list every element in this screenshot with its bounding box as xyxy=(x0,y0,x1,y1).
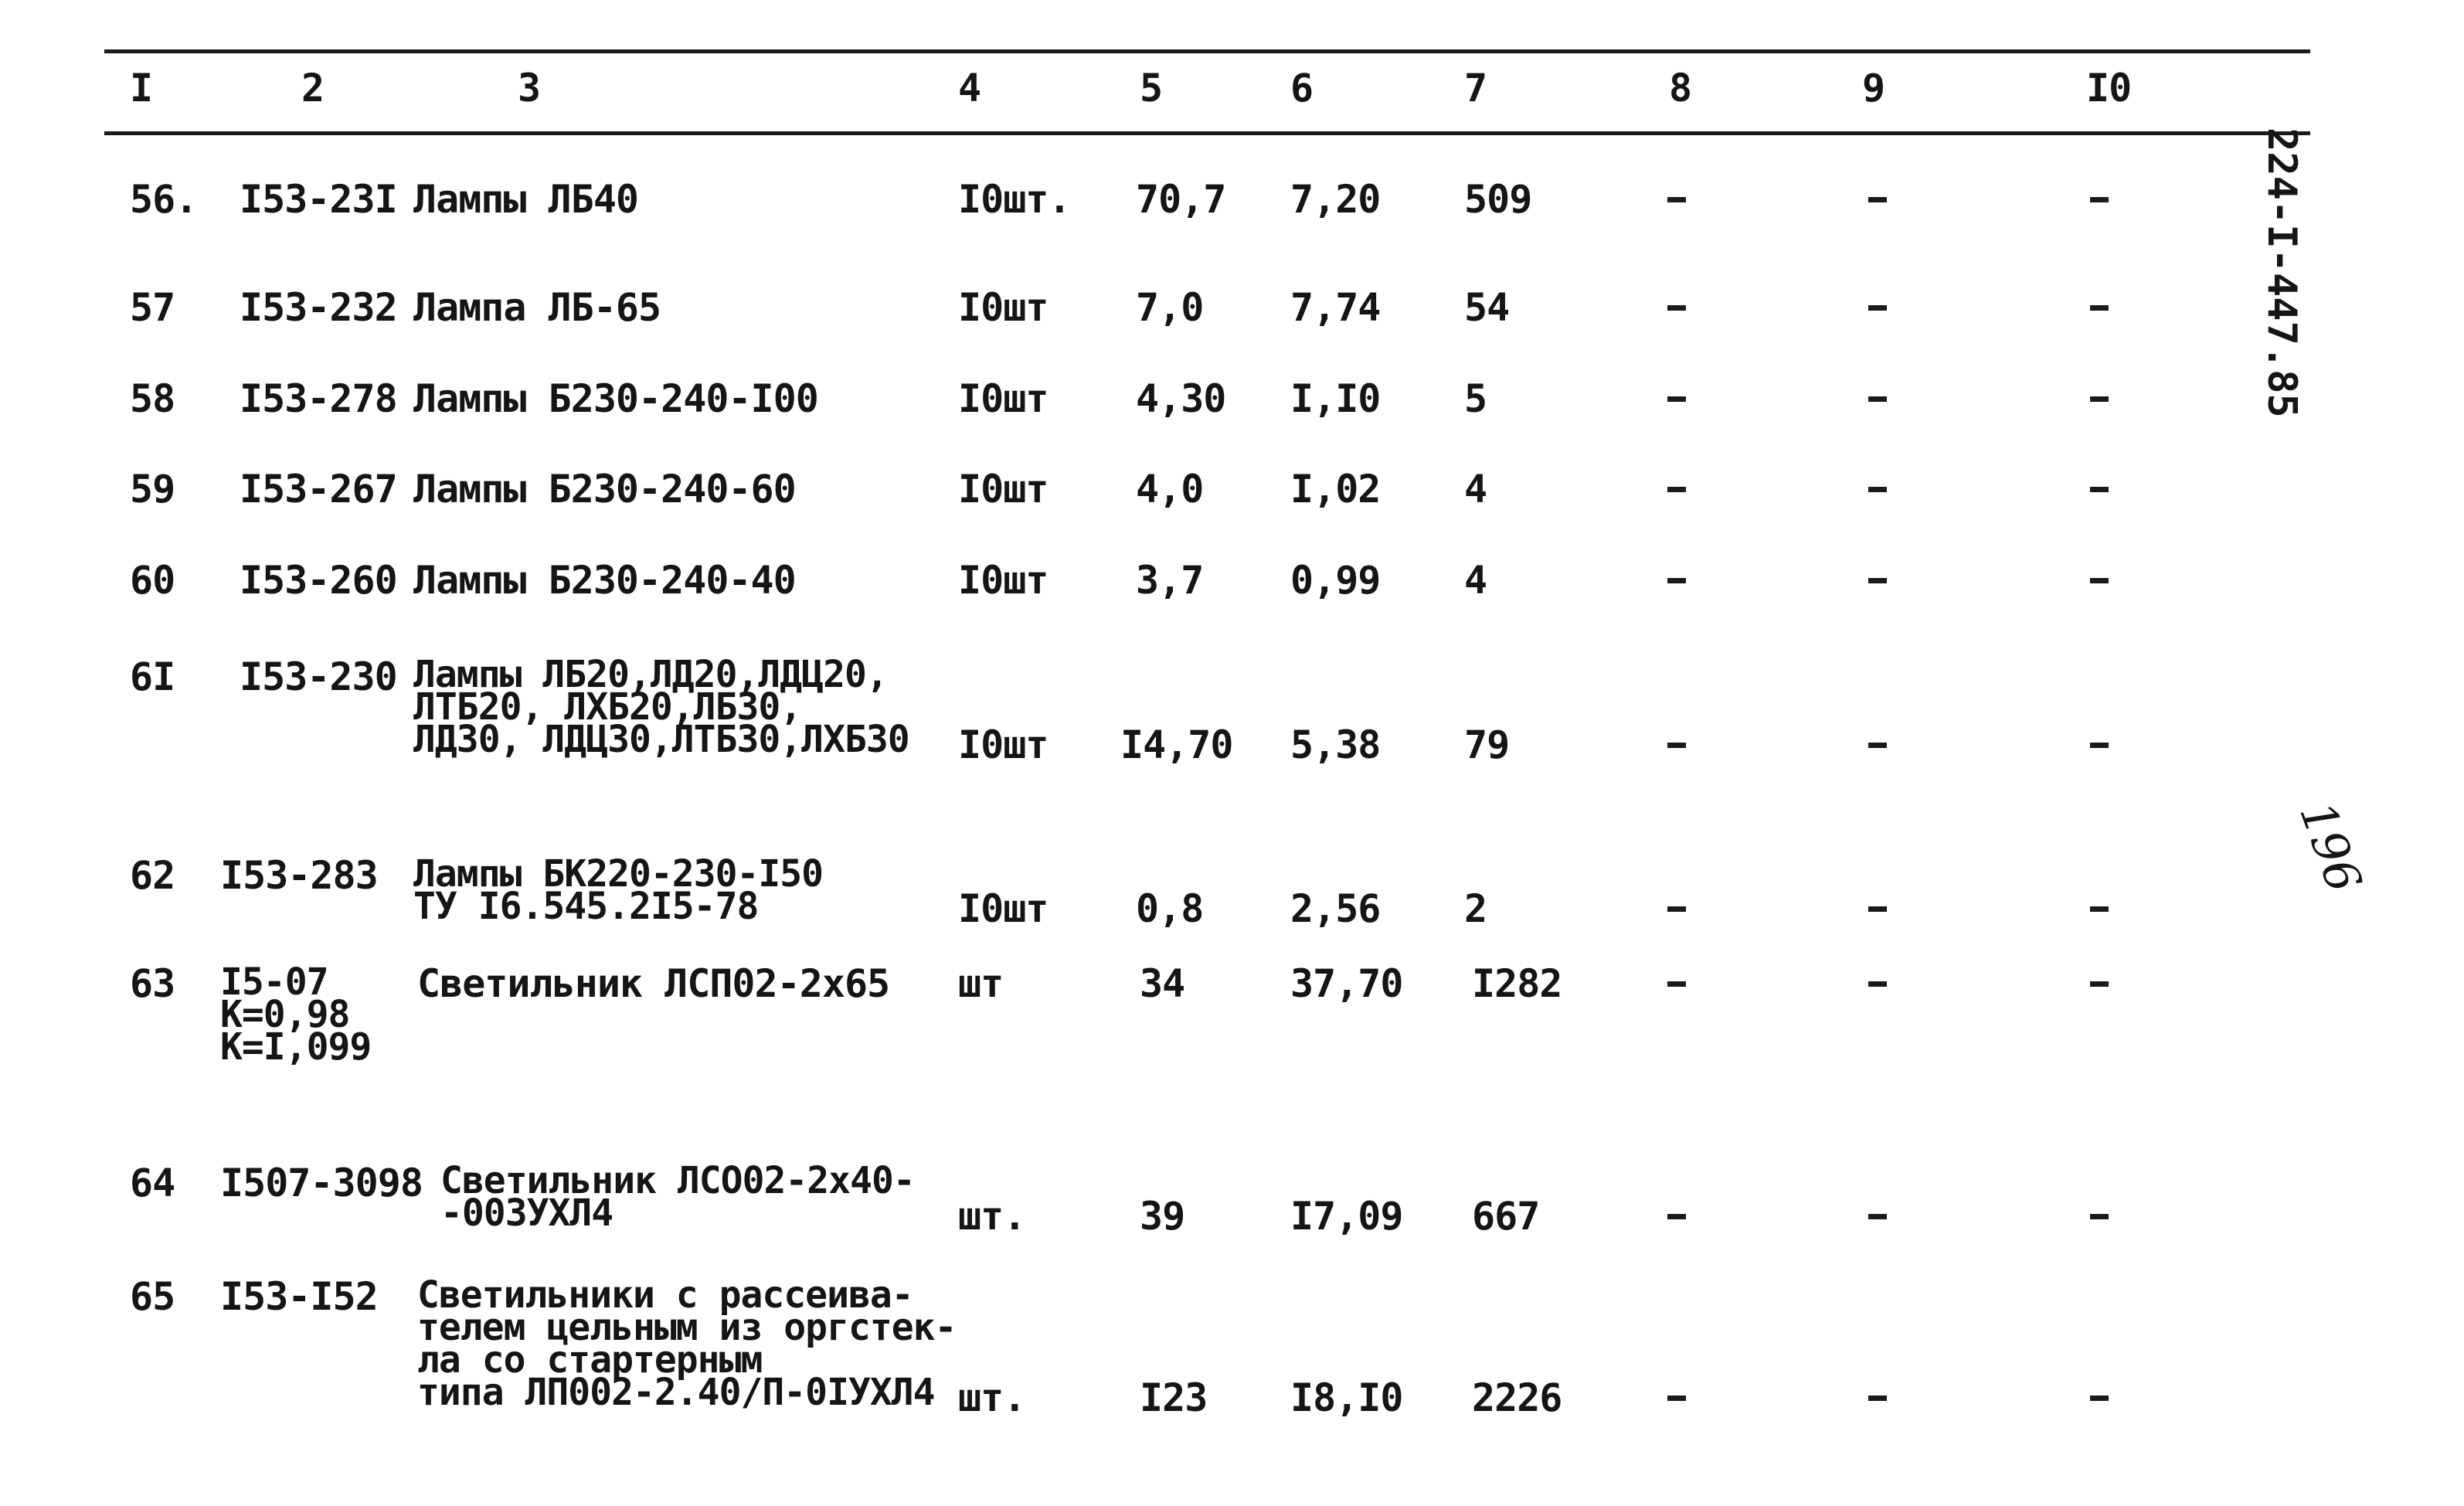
row-col9-dash xyxy=(1868,743,1887,748)
header-bottom-rule xyxy=(104,131,2310,135)
row-col10-dash xyxy=(2090,981,2109,987)
row-col8-dash xyxy=(1667,1214,1686,1219)
row-name: Светильник ЛСП02-2х65 xyxy=(417,961,890,1006)
row-col9-dash xyxy=(1868,906,1887,912)
row-total: 509 xyxy=(1464,177,1532,222)
row-num: 6I xyxy=(130,654,175,699)
col-header-8: 8 xyxy=(1669,66,1692,110)
row-unit: I0шт. xyxy=(958,177,1071,222)
row-unit: I0шт xyxy=(958,558,1048,603)
row-name: Лампы ЛБ40 xyxy=(413,177,639,222)
row-qty: 70,7 xyxy=(1136,177,1226,222)
row-col9-dash xyxy=(1868,396,1887,402)
row-qty: 7,0 xyxy=(1136,285,1204,330)
row-name-line: типа ЛП002-2.40/П-0IУХЛ4 xyxy=(417,1371,935,1414)
row-col9-dash xyxy=(1868,578,1887,583)
col-header-7: 7 xyxy=(1464,66,1487,110)
row-unit: шт xyxy=(958,961,1004,1006)
col-header-6: 6 xyxy=(1290,66,1314,110)
row-name-line: Светильник ЛСО02-2х40- xyxy=(440,1159,915,1202)
row-qty: I4,70 xyxy=(1120,722,1233,767)
row-col8-dash xyxy=(1667,906,1686,912)
row-name-line: ТУ I6.545.2I5-78 xyxy=(413,885,759,928)
header-top-rule xyxy=(104,49,2310,53)
row-price: 7,74 xyxy=(1290,285,1381,330)
row-col8-dash xyxy=(1667,1396,1686,1401)
row-code: I53-I52 xyxy=(220,1274,378,1319)
row-unit: I0шт xyxy=(958,467,1048,512)
row-total: 79 xyxy=(1464,722,1510,767)
row-qty: I23 xyxy=(1140,1375,1208,1420)
row-col8-dash xyxy=(1667,743,1686,748)
row-code: I53-260 xyxy=(240,558,397,603)
row-code: I53-230 xyxy=(240,654,397,699)
row-name-line: телем цельным из оргстек- xyxy=(417,1306,957,1349)
row-num: 57 xyxy=(130,285,175,330)
row-price: I,02 xyxy=(1290,467,1381,512)
row-col10-dash xyxy=(2090,396,2109,402)
row-col10-dash xyxy=(2090,1396,2109,1401)
row-col8-dash xyxy=(1667,578,1686,583)
row-total: 4 xyxy=(1464,558,1487,603)
row-qty: 34 xyxy=(1140,961,1185,1006)
row-price: 37,70 xyxy=(1290,961,1403,1006)
row-total: I282 xyxy=(1472,961,1562,1006)
col-header-2: 2 xyxy=(301,66,325,110)
row-name: Лампы Б230-240-40 xyxy=(413,558,796,603)
row-unit: I0шт xyxy=(958,886,1048,931)
row-name-line: ла со стартерным xyxy=(417,1338,763,1382)
row-num: 63 xyxy=(130,961,175,1006)
row-qty: 39 xyxy=(1140,1194,1185,1239)
row-col8-dash xyxy=(1667,981,1686,987)
row-col10-dash xyxy=(2090,743,2109,748)
row-col8-dash xyxy=(1667,396,1686,402)
row-num: 65 xyxy=(130,1274,175,1319)
row-code-line: I5-07 xyxy=(220,960,328,1004)
row-qty: 0,8 xyxy=(1136,886,1204,931)
page-number: 196 xyxy=(2289,794,2374,900)
col-header-10: I0 xyxy=(2086,66,2132,110)
row-code: I53-23I xyxy=(240,177,397,222)
row-unit: шт. xyxy=(958,1375,1026,1420)
row-code: I53-283 xyxy=(220,853,378,898)
row-qty: 4,30 xyxy=(1136,376,1226,421)
col-header-1: I xyxy=(130,66,153,110)
row-num: 59 xyxy=(130,467,175,512)
row-num: 56. xyxy=(130,177,198,222)
row-code-line: К=0,98 xyxy=(220,993,350,1036)
row-col10-dash xyxy=(2090,487,2109,492)
row-col9-dash xyxy=(1868,981,1887,987)
row-code: I53-278 xyxy=(240,376,397,421)
row-unit: I0шт xyxy=(958,376,1048,421)
row-name-line: ЛТБ20, ЛХБ20,ЛБ30, xyxy=(413,685,802,729)
row-col10-dash xyxy=(2090,906,2109,912)
row-name: Лампы Б230-240-60 xyxy=(413,467,796,512)
row-col9-dash xyxy=(1868,1396,1887,1401)
row-qty: 4,0 xyxy=(1136,467,1204,512)
row-total: 2 xyxy=(1464,886,1487,931)
row-total: 54 xyxy=(1464,285,1510,330)
row-col9-dash xyxy=(1868,487,1887,492)
row-code-line: К=I,099 xyxy=(220,1025,372,1069)
row-price: 5,38 xyxy=(1290,722,1381,767)
row-price: 0,99 xyxy=(1290,558,1381,603)
row-qty: 3,7 xyxy=(1136,558,1204,603)
row-price: 7,20 xyxy=(1290,177,1381,222)
row-col8-dash xyxy=(1667,487,1686,492)
row-unit: шт. xyxy=(958,1194,1026,1239)
row-price: I8,I0 xyxy=(1290,1375,1403,1420)
row-price: I,I0 xyxy=(1290,376,1381,421)
row-total: 5 xyxy=(1464,376,1487,421)
row-col8-dash xyxy=(1667,305,1686,311)
row-code: I507-3098 xyxy=(220,1161,423,1205)
row-name-line: Светильники с рассеива- xyxy=(417,1273,913,1317)
row-code: I53-267 xyxy=(240,467,397,512)
row-col9-dash xyxy=(1868,197,1887,202)
col-header-5: 5 xyxy=(1140,66,1163,110)
row-num: 60 xyxy=(130,558,175,603)
col-header-4: 4 xyxy=(958,66,981,110)
row-num: 64 xyxy=(130,1161,175,1205)
row-price: I7,09 xyxy=(1290,1194,1403,1239)
row-col10-dash xyxy=(2090,578,2109,583)
document-code: 224-I-447.85 xyxy=(2258,127,2305,418)
row-col8-dash xyxy=(1667,197,1686,202)
row-col10-dash xyxy=(2090,305,2109,311)
row-total: 2226 xyxy=(1472,1375,1562,1420)
row-code: I53-232 xyxy=(240,285,397,330)
row-name-line: -003УХЛ4 xyxy=(440,1192,613,1235)
row-name: Лампа ЛБ-65 xyxy=(413,285,661,330)
col-header-3: 3 xyxy=(518,66,541,110)
row-col9-dash xyxy=(1868,305,1887,311)
row-price: 2,56 xyxy=(1290,886,1381,931)
row-unit: I0шт xyxy=(958,722,1048,767)
row-col10-dash xyxy=(2090,1214,2109,1219)
row-name: Лампы Б230-240-I00 xyxy=(413,376,818,421)
row-name-line: ЛД30, ЛДЦ30,ЛТБ30,ЛХБ30 xyxy=(413,718,909,761)
row-col9-dash xyxy=(1868,1214,1887,1219)
col-header-9: 9 xyxy=(1862,66,1885,110)
row-name-line: Лампы ЛБ20,ЛД20,ЛДЦ20, xyxy=(413,653,888,696)
row-num: 58 xyxy=(130,376,175,421)
row-num: 62 xyxy=(130,853,175,898)
row-total: 667 xyxy=(1472,1194,1540,1239)
row-total: 4 xyxy=(1464,467,1487,512)
row-name-line: Лампы БК220-230-I50 xyxy=(413,852,824,896)
row-unit: I0шт xyxy=(958,285,1048,330)
row-col10-dash xyxy=(2090,197,2109,202)
